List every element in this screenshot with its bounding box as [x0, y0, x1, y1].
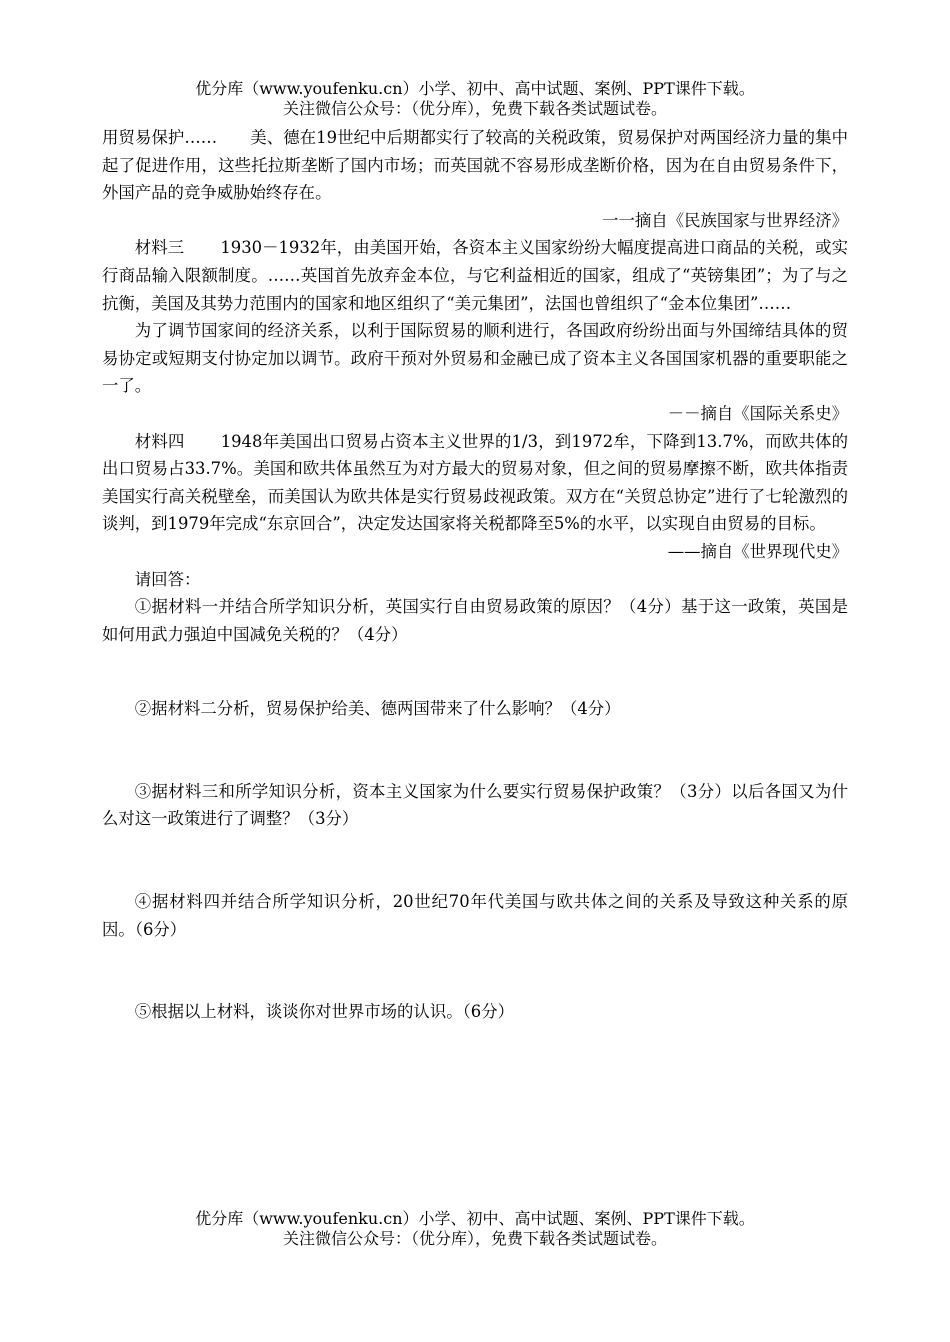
header-line-2: 关注微信公众号：（优分库），免费下载各类试题试卷。: [282, 99, 667, 118]
answer-prompt: 请回答：: [134, 569, 201, 589]
question-4: ④据材料四并结合所学知识分析，20世纪70年代美国与欧共体之间的关系及导致这种关系的原因。（6分）: [102, 892, 848, 939]
question-3: ③据材料三和所学知识分析，资本主义国家为什么要实行贸易保护政策？（3分）以后各国又为什么对这一政策进行了调整？（3分）: [102, 781, 848, 829]
material-3-text: 1930－1932年，由美国开始，各资本主义国家纷纷大幅度提高进口商品的关税，或实行商品输入限额制度。……英国首先放弃金本位，与它利益相近的国家，组成了“英镑集团”；为了与之抗衡，美国及其势力范围内的国家和地区组织了“美元集团”，法国也曾组织了“金本位集团”……: [102, 238, 848, 313]
question-5: ⑤根据以上材料，谈谈你对世界市场的认识。（6分）: [134, 1002, 515, 1022]
material-4-text: 1948年美国出口贸易占资本主义世界的1/3，到1972牟，下降到13.7%，而欧共体的出口贸易占33.7%。美国和欧共体虽然互为对方最大的贸易对象，但之间的贸易摩擦不断，欧共体指责美国实行高关税壁垒，而美国认为欧共体是实行贸易歧视政策。双方在“关贸总协定”进行了七轮激烈的谈判，到1979年完成“东京回合”，决定发达国家将关税都降至5%的水平，以实现自由贸易的目标。: [102, 431, 849, 534]
question-1: ①据材料一并结合所学知识分析，英国实行自由贸易政策的原因？（4分）基于这一政策，英国是如何用武力强迫中国减免关税的？（4分）: [102, 597, 848, 644]
header-line-1: 优分库（www.youfenku.cn）小学、初中、高中试题、案例、PPT课件下载。: [195, 79, 755, 98]
document-body: [102, 124, 848, 1026]
material-4-source: ——摘自《世界现代史》: [667, 541, 848, 561]
material-2-text: 用贸易保护…… 美、德在19世纪中后期都实行了较高的关税政策，贸易保护对两国经济力量的集中起了促进作用，这些托拉斯垄断了国内市场；而英国就不容易形成垄断价格，因为在自由贸易条件下，外国产品的竞争威胁始终存在。: [102, 128, 848, 203]
material-3-label: 材料三: [134, 238, 185, 258]
material-4-label: 材料四: [134, 431, 185, 451]
question-2: ②据材料二分析，贸易保护给美、德两国带来了什么影响？（4分）: [134, 699, 621, 719]
material-3-paragraph: [102, 234, 848, 317]
material-3-source: －－摘自《国际关系史》: [667, 403, 848, 423]
material-4-paragraph: [102, 428, 848, 538]
material-2-source: 一一摘自《民族国家与世界经济》: [602, 210, 848, 230]
footer-line-2: 关注微信公众号：（优分库），免费下载各类试题试卷。: [282, 1229, 667, 1248]
footer-line-1: 优分库（www.youfenku.cn）小学、初中、高中试题、案例、PPT课件下载。: [195, 1209, 755, 1228]
material-3-text-2: 为了调节国家间的经济关系，以利于国际贸易的顺利进行，各国政府纷纷出面与外国缔结具体的贸易协定或短期支付协定加以调节。政府干预对外贸易和金融已成了资本主义各国国家机器的重要职能之一了。: [102, 321, 848, 396]
